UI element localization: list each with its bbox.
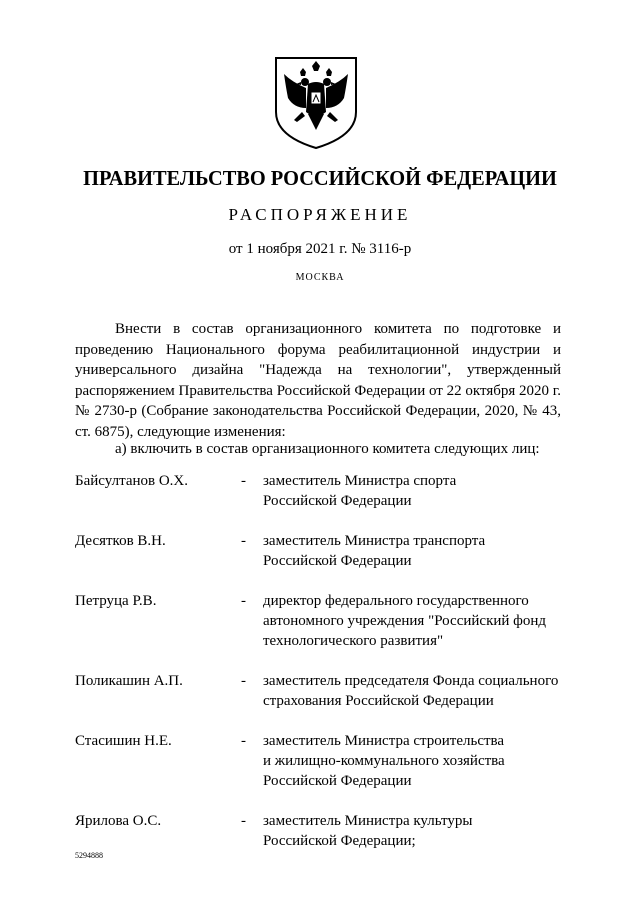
member-role-line: страхования Российской Федерации	[263, 693, 494, 709]
document-date-number: от 1 ноября 2021 г. № 3116-р	[228, 241, 412, 257]
member-role-line: автономного учреждения "Российский фонд	[263, 613, 547, 629]
member-name: Ярилова О.С.	[75, 813, 162, 829]
member-dash: -	[241, 673, 246, 689]
member-dash: -	[241, 733, 246, 749]
member-role	[263, 671, 575, 711]
member-dash: -	[241, 533, 246, 549]
member-role-line: заместитель Министра строительства	[263, 733, 505, 749]
member-dash: -	[241, 473, 246, 489]
member-dash: -	[241, 593, 246, 609]
member-role	[263, 471, 575, 511]
member-entry	[75, 531, 575, 571]
member-role	[263, 531, 575, 571]
member-role-line: заместитель Министра транспорта	[263, 533, 486, 549]
member-name: Поликашин А.П.	[75, 673, 183, 689]
member-name: Стасишин Н.Е.	[75, 733, 172, 749]
member-entry	[75, 471, 575, 511]
member-role-line: Российской Федерации;	[263, 833, 416, 849]
member-role	[263, 811, 575, 851]
member-role-line: и жилищно-коммунального хозяйства	[263, 753, 505, 769]
member-role-line: заместитель Министра культуры	[263, 813, 473, 829]
member-role-line: Российской Федерации	[263, 773, 412, 789]
member-name: Десятков В.Н.	[75, 533, 166, 549]
members-list	[75, 471, 575, 871]
document-code: 5294888	[75, 851, 103, 860]
document-city: МОСКВА	[295, 272, 345, 283]
document-type: РАСПОРЯЖЕНИЕ	[228, 205, 412, 224]
member-role-line: технологического развития"	[263, 633, 444, 649]
member-role-line: заместитель председателя Фонда социального	[263, 673, 559, 689]
member-role-line: директор федерального государственного	[263, 593, 529, 609]
member-role-line: Российской Федерации	[263, 553, 412, 569]
member-entry	[75, 811, 575, 851]
member-role-line: Российской Федерации	[263, 493, 412, 509]
member-name: Петруца Р.В.	[75, 593, 157, 609]
member-entry	[75, 731, 575, 791]
member-entry	[75, 671, 575, 711]
member-dash: -	[241, 813, 246, 829]
member-role	[263, 731, 575, 791]
member-name: Байсултанов О.Х.	[75, 473, 189, 489]
item-a: а) включить в состав организационного комитета следующих лиц:	[115, 441, 540, 457]
order-paragraph-text: Внести в состав организационного комитета по подготовке и проведению Национального форума реабилитационной индустрии и универсального дизайна "Надежда на технологии", утвержденный распоряжением Правительства Российской Федерации от 22 октября 2020 г. № 2730-р (Собрание законодательства Российской Федерации, 2020, № 43, ст. 6875), следующие изменения:	[75, 321, 561, 440]
member-role	[263, 591, 575, 651]
member-entry	[75, 591, 575, 651]
order-paragraph	[75, 319, 561, 442]
coat-of-arms-icon	[272, 54, 360, 150]
member-role-line: заместитель Министра спорта	[263, 473, 457, 489]
government-title: ПРАВИТЕЛЬСТВО РОССИЙСКОЙ ФЕДЕРАЦИИ	[83, 166, 557, 190]
